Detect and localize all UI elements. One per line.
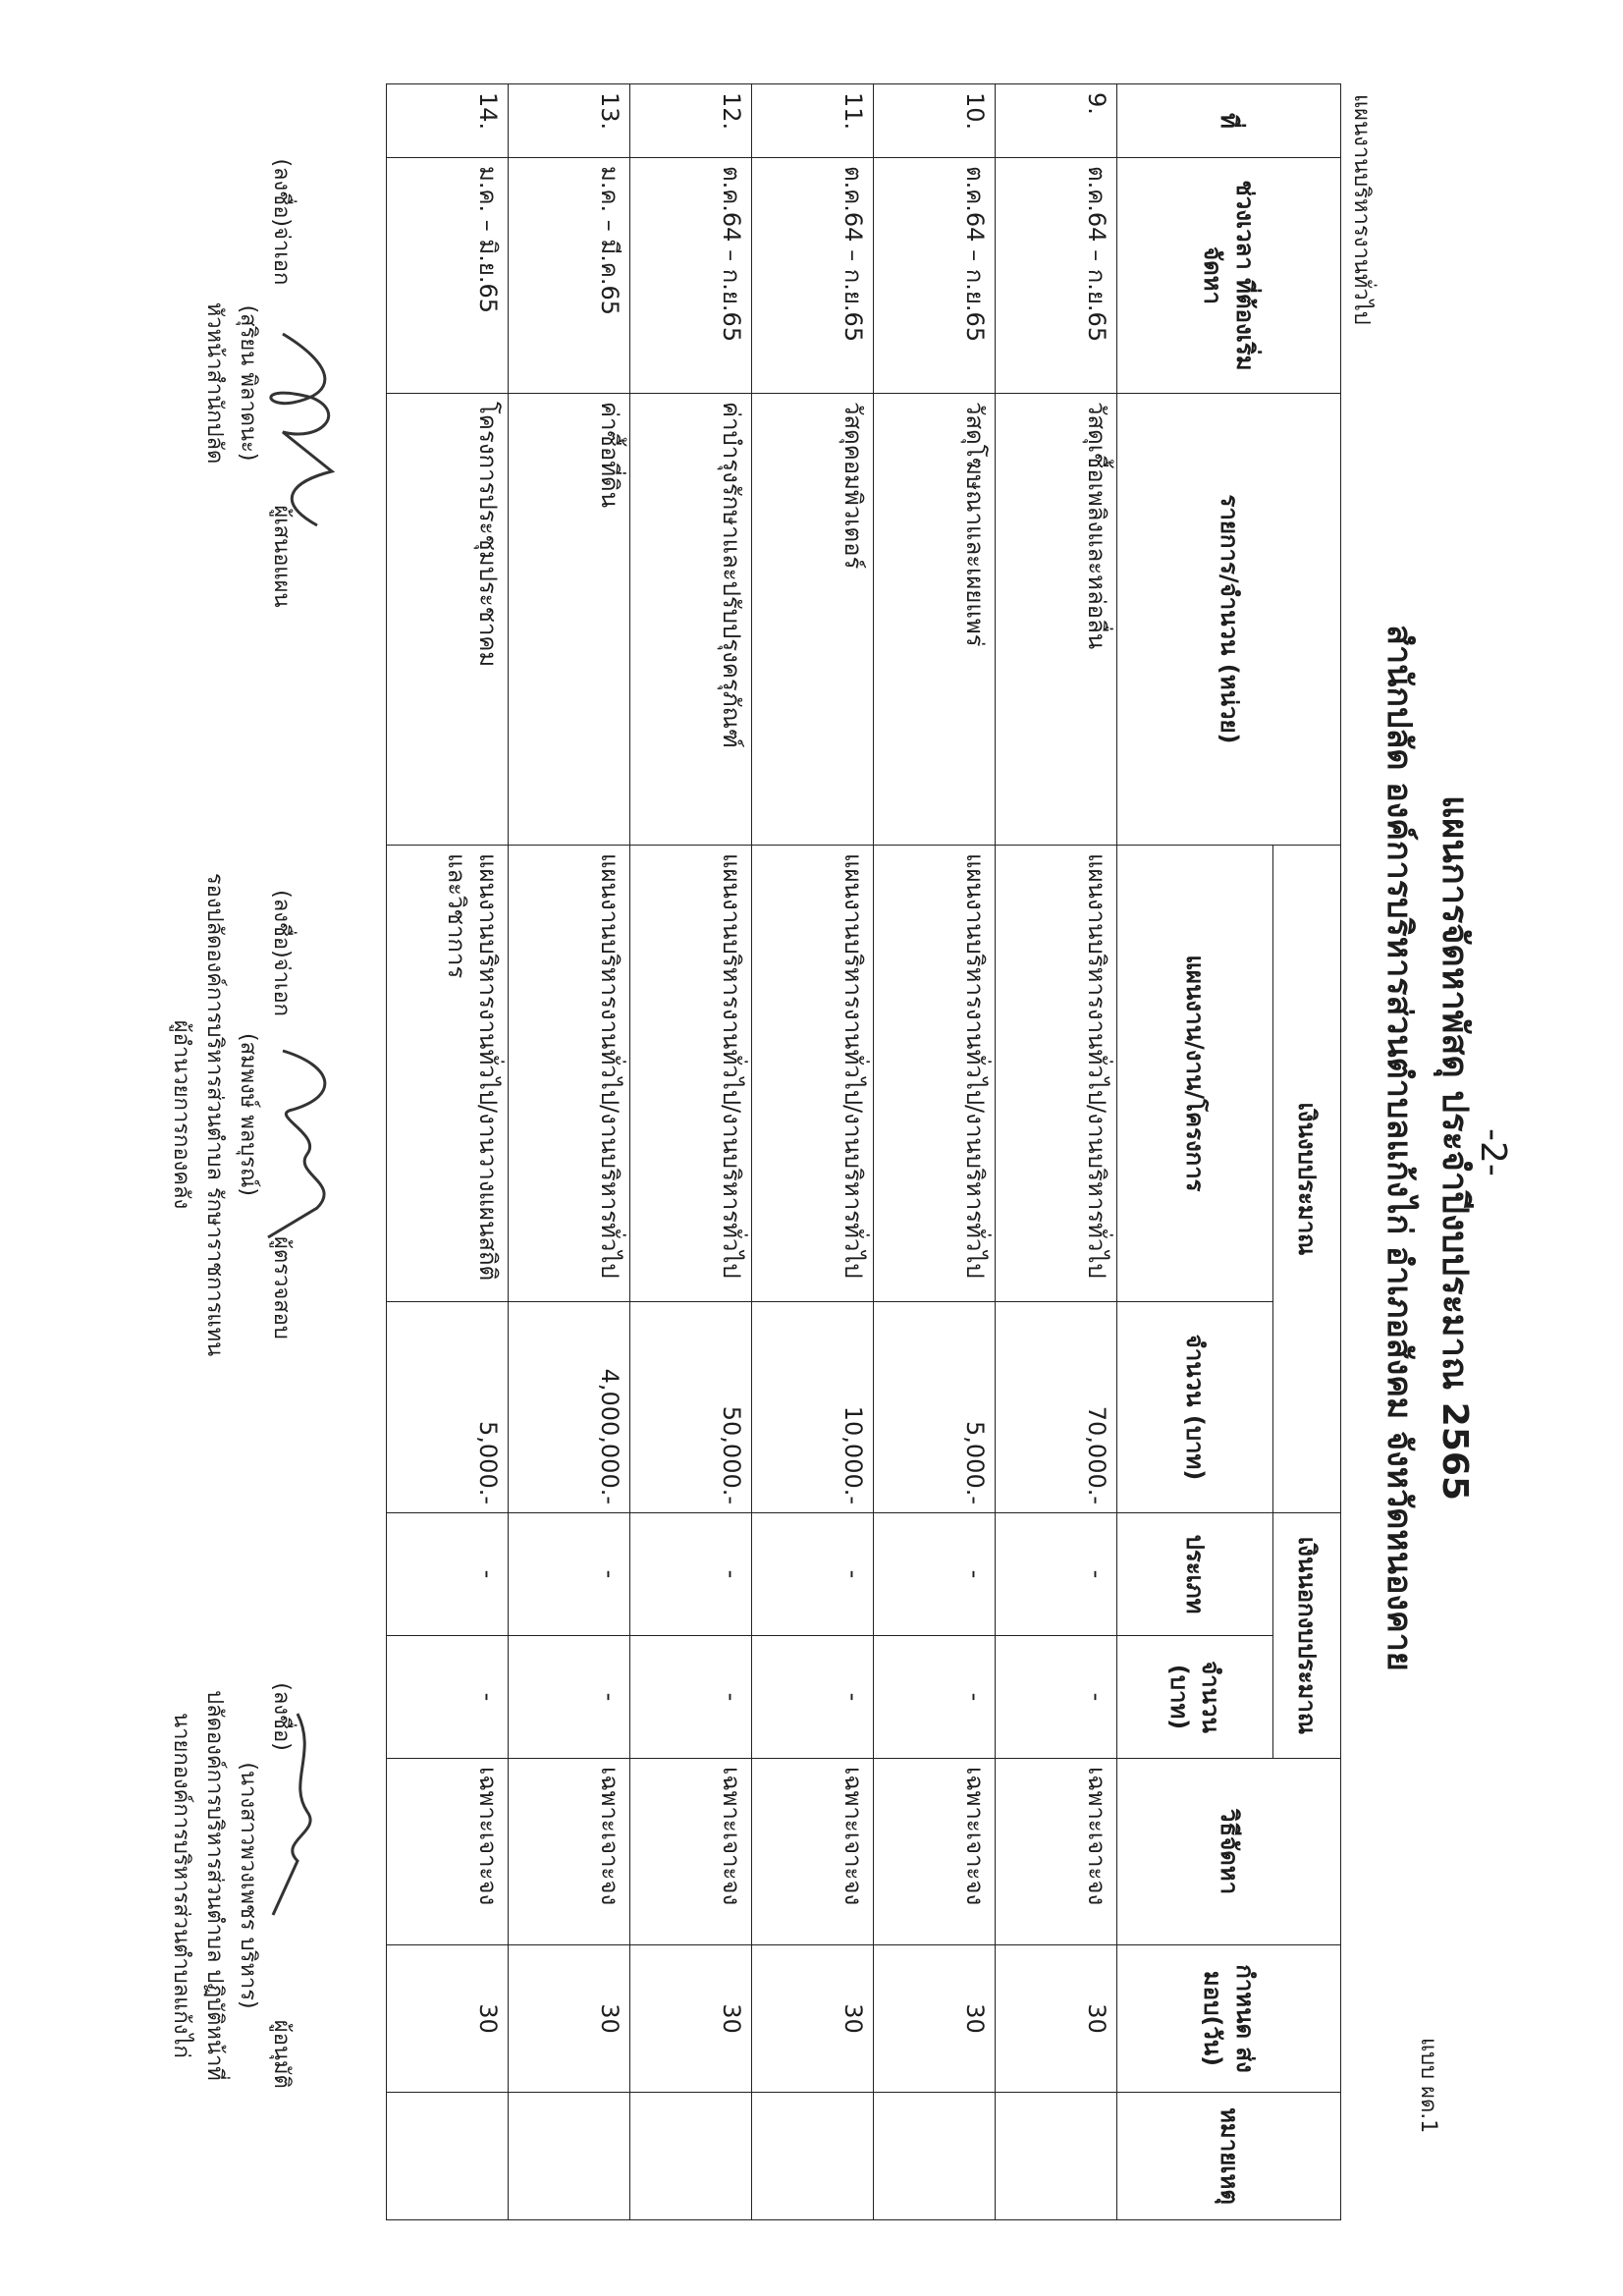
cell-no: 12. [630, 84, 752, 158]
signer-name: (นางสาวพวงเพชร บริหาร) [235, 1762, 260, 2009]
cell-item: วัสดุเชื้อเพลิงและหล่อลื่น [996, 394, 1117, 846]
document-subtitle: สำนักปลัด องค์การบริหารส่วนตำบลแก้งไก่ อำเภอสังคม จังหวัดหนองคาย [1380, 625, 1419, 1671]
cell-amount: 50,000.- [630, 1302, 752, 1513]
signer-name: (สุริยน พิลาดนะ) [235, 304, 260, 462]
cell-remark [630, 2093, 752, 2220]
handwritten-signature-proposer [243, 324, 352, 540]
cell-period: ต.ค.64 – ก.ย.65 [752, 158, 874, 394]
cell-deadline: 30 [387, 1945, 509, 2093]
cell-no: 13. [509, 84, 630, 158]
signer-position: รองปลัดองค์การบริหารส่วนตำบล รักษาราชการแทน [201, 872, 227, 1357]
cell-remark [752, 2093, 874, 2220]
cell-no: 9. [996, 84, 1117, 158]
cell-off-amount: - [752, 1636, 874, 1759]
cell-deadline: 30 [874, 1945, 996, 2093]
header-deadline: กำหนด ส่งมอบ(วัน) [1117, 1945, 1341, 2093]
cell-item: วัสดุคอมพิวเตอร์ [752, 394, 874, 846]
sign-role: ผู้เสนอแผน [269, 505, 294, 608]
header-offbudget: เงินนอกงบประมาณ [1273, 1513, 1341, 1759]
header-plan: แผนงาน/งาน/โครงการ [1117, 846, 1273, 1302]
header-no: ที่ [1117, 84, 1341, 158]
cell-no: 11. [752, 84, 874, 158]
form-code: แบบ ผด.1 [1416, 2038, 1440, 2134]
cell-deadline: 30 [752, 1945, 874, 2093]
signer-position-2: ผู้อำนวยการกองคลัง [168, 1019, 193, 1210]
signer-position: หัวหน้าสำนักปลัด [201, 301, 227, 465]
header-off-amount: จำนวน (บาท) [1117, 1636, 1273, 1759]
signer-position-2: นายกองค์การบริหารส่วนตำบลแก้งไก่ [168, 1713, 193, 2058]
cell-deadline: 30 [996, 1945, 1117, 2093]
cell-type: - [387, 1513, 509, 1636]
cell-deadline: 30 [509, 1945, 630, 2093]
cell-item: ค่าบำรุงรักษาและปรับปรุงครุภัณฑ์ [630, 394, 752, 846]
sign-prefix: (ลงชื่อ)จ่าเอก [269, 890, 294, 1016]
sign-role: ผู้ตรวจสอบ [269, 1236, 294, 1339]
cell-remark [996, 2093, 1117, 2220]
cell-period: ม.ค. – มิ.ย.65 [387, 158, 509, 394]
cell-method: เฉพาะเจาะจง [874, 1759, 996, 1945]
cell-period: ม.ค. – มี.ค.65 [509, 158, 630, 394]
header-type: ประเภท [1117, 1513, 1273, 1636]
header-row-1 [1273, 84, 1341, 2220]
cell-no: 14. [387, 84, 509, 158]
cell-type: - [996, 1513, 1117, 1636]
cell-period: ต.ค.64 – ก.ย.65 [630, 158, 752, 394]
header-budget: เงินงบประมาณ [1273, 846, 1341, 1513]
cell-method: เฉพาะเจาะจง [387, 1759, 509, 1945]
procurement-plan-table [386, 83, 1341, 2220]
cell-remark [874, 2093, 996, 2220]
cell-amount: 5,000.- [874, 1302, 996, 1513]
cell-method: เฉพาะเจาะจง [630, 1759, 752, 1945]
cell-off-amount: - [874, 1636, 996, 1759]
sign-role: ผู้อนุมัติ [269, 2019, 294, 2089]
cell-type: - [874, 1513, 996, 1636]
cell-amount: 4,000,000.- [509, 1302, 630, 1513]
table-row [752, 84, 874, 2220]
cell-period: ต.ค.64 – ก.ย.65 [874, 158, 996, 394]
cell-type: - [752, 1513, 874, 1636]
signer-position: ปลัดองค์การบริหารส่วนตำบล ปฏิบัติหน้าที่ [201, 1690, 227, 2081]
cell-item: วัสดุโฆษณาและเผยแพร่ [874, 394, 996, 846]
header-item: รายการ/จำนวน (หน่วย) [1117, 394, 1341, 846]
sign-prefix: (ลงชื่อ) [269, 1682, 294, 1751]
cell-period: ต.ค.64 – ก.ย.65 [996, 158, 1117, 394]
header-period: ช่วงเวลา ที่ต้องเริ่มจัดหา [1117, 158, 1341, 394]
page-number: -2- [1473, 1128, 1513, 1176]
cell-remark [387, 2093, 509, 2220]
handwritten-signature-approver [248, 1704, 356, 1930]
cell-item: โครงการประชุมประชาคม [387, 394, 509, 846]
cell-amount: 70,000.- [996, 1302, 1117, 1513]
cell-off-amount: - [996, 1636, 1117, 1759]
cell-amount: 5,000.- [387, 1302, 509, 1513]
header-amount: จำนวน (บาท) [1117, 1302, 1273, 1513]
table-row [630, 84, 752, 2220]
cell-amount: 10,000.- [752, 1302, 874, 1513]
cell-method: เฉพาะเจาะจง [752, 1759, 874, 1945]
cell-plan: แผนงานบริหารงานทั่วไป/งานบริหารทั่วไป [874, 846, 996, 1302]
cell-type: - [509, 1513, 630, 1636]
table-row [509, 84, 630, 2220]
cell-method: เฉพาะเจาะจง [509, 1759, 630, 1945]
cell-plan: แผนงานบริหารงานทั่วไป/งานบริหารทั่วไป [630, 846, 752, 1302]
cell-type: - [630, 1513, 752, 1636]
cell-plan: แผนงานบริหารงานทั่วไป/งานบริหารทั่วไป [509, 846, 630, 1302]
table-row [996, 84, 1117, 2220]
table-row [387, 84, 509, 2220]
cell-deadline: 30 [630, 1945, 752, 2093]
cell-plan: แผนงานบริหารงานทั่วไป/งานบริหารทั่วไป [752, 846, 874, 1302]
section-label: แผนงานบริหารงานทั่วไป [1349, 94, 1374, 325]
cell-off-amount: - [509, 1636, 630, 1759]
header-remark: หมายเหตุ [1117, 2093, 1341, 2220]
document-title: แผนการจัดหาพัสดุ ประจำปีงบประมาณ 2565 [1434, 795, 1475, 1501]
sign-prefix: (ลงชื่อ)จ่าเอก [269, 158, 294, 286]
cell-off-amount: - [387, 1636, 509, 1759]
signer-name: (สมพงษ์ พลบุรณ์) [235, 1032, 260, 1196]
cell-remark [509, 2093, 630, 2220]
cell-plan: แผนงานบริหารงานทั่วไป/งานบริหารทั่วไป [996, 846, 1117, 1302]
cell-item: ค่าซื้อที่ดิน [509, 394, 630, 846]
header-method: วิธีจัดหา [1117, 1759, 1341, 1945]
cell-off-amount: - [630, 1636, 752, 1759]
cell-plan: แผนงานบริหารงานทั่วไป/งานวางแผนสถิติและวิชาการ [387, 846, 509, 1302]
table-row [874, 84, 996, 2220]
handwritten-signature-reviewer [253, 1036, 361, 1252]
cell-method: เฉพาะเจาะจง [996, 1759, 1117, 1945]
cell-no: 10. [874, 84, 996, 158]
